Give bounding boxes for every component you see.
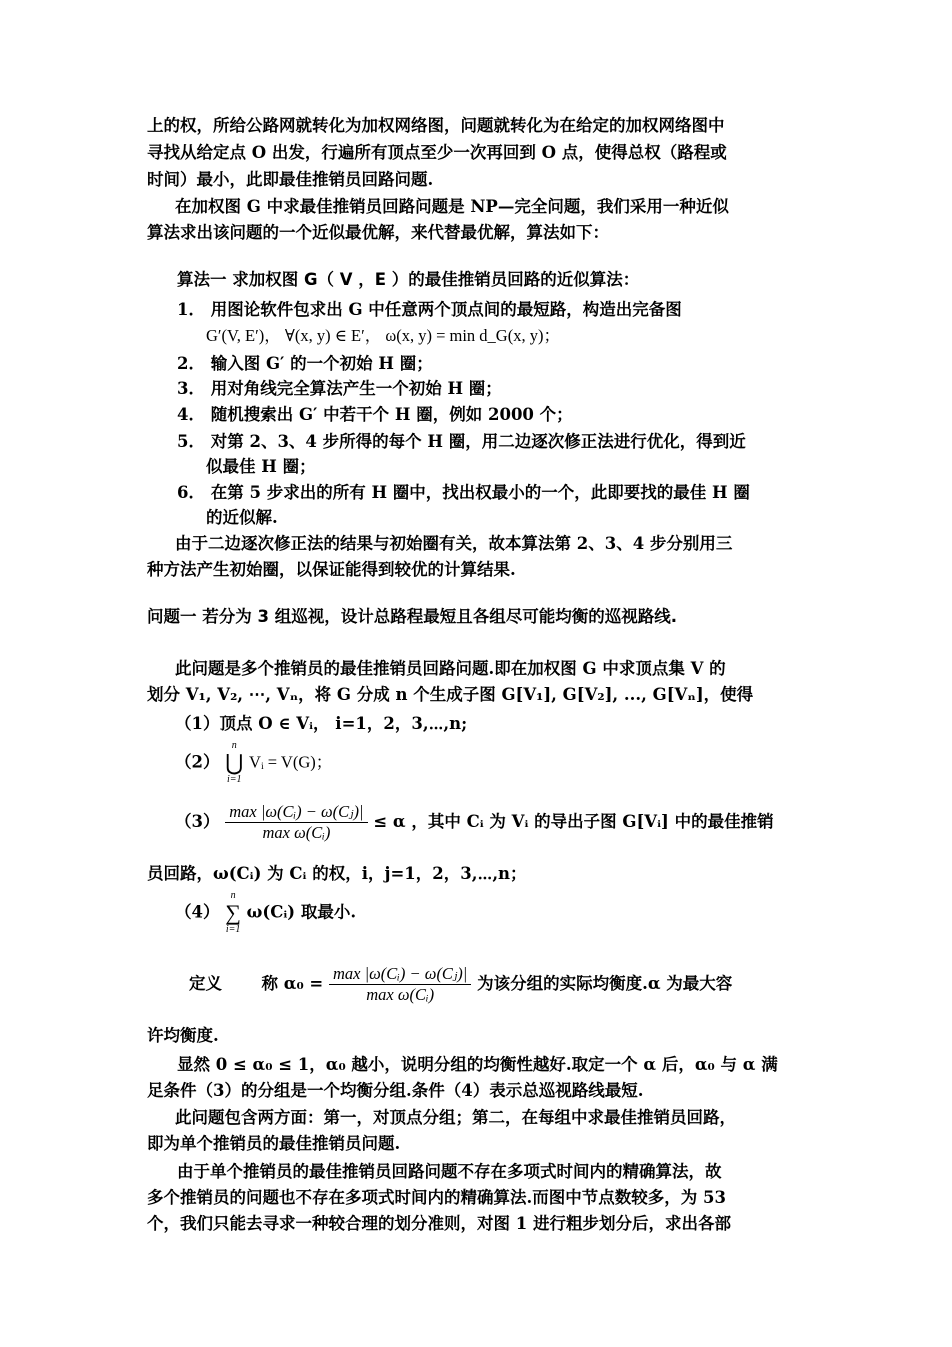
paragraph-line: 即为单个推销员的最佳推销员问题. — [147, 1134, 401, 1153]
paragraph-line: 员回路，ω(Cᵢ) 为 Cᵢ 的权，i，j=1，2，3,⋯,n； — [147, 864, 527, 883]
condition-expression: ω(Cᵢ) 取最小. — [246, 902, 357, 922]
union-operator — [225, 740, 243, 786]
condition-label: （4） — [175, 902, 220, 922]
definition-fraction — [329, 964, 471, 1005]
lower-limit: i=1 — [225, 924, 241, 935]
paragraph-line: 由于单个推销员的最佳推销员回路问题不存在多项式时间内的精确算法，故 — [177, 1162, 722, 1181]
paragraph-line: 显然 0 ≤ α₀ ≤ 1，α₀ 越小，说明分组的均衡性越好.取定一个 α 后，α₀ 与 α 满 — [177, 1055, 778, 1074]
union-symbol: ⋃ — [225, 750, 244, 775]
paragraph-line: 算法求出该问题的一个近似最优解，来代替最优解，算法如下： — [147, 223, 609, 242]
problem-title: 问题一 若分为 3 组巡视，设计总路程最短且各组尽可能均衡的巡视路线. — [147, 607, 677, 626]
algorithm-title: 算法一 求加权图 G（ V ，E ）的最佳推销员回路的近似算法： — [177, 270, 640, 289]
paragraph-line: 多个推销员的问题也不存在多项式时间内的精确算法.而图中节点数较多，为 53 — [147, 1188, 726, 1207]
paragraph-line: 种方法产生初始圈，以保证能得到较优的计算结果. — [147, 560, 516, 579]
paragraph-line: 上的权，所给公路网就转化为加权网络图，问题就转化为在给定的加权网络图中 — [147, 116, 725, 135]
condition-4 — [175, 890, 356, 936]
balance-fraction — [225, 802, 367, 843]
algorithm-step-1-formula: G′(V, E′)， ∀(x, y) ∈ E′， ω(x, y) = min d_G(x, y)； — [206, 326, 560, 345]
paragraph-line: 划分 V₁, V₂, ⋯, Vₙ，将 G 分成 n 个生成子图 G[V₁], G[V₂], ..., G[Vₙ]，使得 — [147, 685, 754, 704]
paragraph-line: 个，我们只能去寻求一种较合理的划分准则，对图 1 进行粗步划分后，求出各部 — [147, 1214, 731, 1233]
definition-line — [189, 956, 732, 1012]
algorithm-step-2: 2． 输入图 G′ 的一个初始 H 圈； — [177, 354, 433, 373]
algorithm-step-4: 4． 随机搜索出 G′ 中若干个 H 圈，例如 2000 个； — [177, 405, 573, 424]
condition-text: ≤ α ，其中 Cᵢ 为 Vᵢ 的导出子图 G[Vᵢ] 中的最佳推销 — [373, 812, 774, 831]
sum-symbol: ∑ — [225, 900, 241, 925]
fraction-numerator: max |ω(Cᵢ) − ω(Cⱼ)| — [225, 802, 367, 823]
upper-limit: n — [230, 890, 236, 901]
paragraph-line: 足条件（3）的分组是一个均衡分组.条件（4）表示总巡视路线最短. — [147, 1081, 644, 1100]
paragraph-line: 此问题包含两方面：第一，对顶点分组；第二，在每组中求最佳推销员回路， — [175, 1108, 736, 1127]
algorithm-step-1: 1． 用图论软件包求出 G 中任意两个顶点间的最短路，构造出完备图 — [177, 300, 682, 319]
condition-1: （1）顶点 O ∈ Vᵢ， i=1，2，3,⋯,n; — [175, 714, 468, 733]
algorithm-step-5-cont: 似最佳 H 圈； — [206, 457, 316, 476]
algorithm-step-6-cont: 的近似解. — [206, 508, 278, 527]
condition-3 — [175, 796, 774, 848]
upper-limit: n — [231, 740, 237, 751]
algorithm-step-5: 5． 对第 2、3、4 步所得的每个 H 圈，用二边逐次修正法进行优化，得到近 — [177, 432, 746, 451]
condition-2 — [175, 740, 332, 786]
definition-text: 为该分组的实际均衡度.α 为最大容 — [477, 974, 733, 993]
paragraph-line: 此问题是多个推销员的最佳推销员回路问题.即在加权图 G 中求顶点集 V 的 — [175, 659, 726, 678]
algorithm-step-3: 3． 用对角线完全算法产生一个初始 H 圈； — [177, 379, 502, 398]
lower-limit: i=1 — [226, 774, 242, 785]
paragraph-line: 在加权图 G 中求最佳推销员回路问题是 NP—完全问题，我们采用一种近似 — [175, 197, 729, 216]
paragraph-line: 寻找从给定点 O 出发，行遍所有顶点至少一次再回到 O 点，使得总权（路程或 — [147, 143, 727, 162]
condition-expression: Vᵢ = V(G)； — [249, 752, 333, 772]
definition-text: 称 α₀ = — [261, 974, 324, 993]
fraction-numerator: max |ω(Cᵢ) − ω(Cⱼ)| — [329, 964, 471, 985]
algorithm-step-6: 6． 在第 5 步求出的所有 H 圈中，找出权最小的一个，此即要找的最佳 H 圈 — [177, 483, 750, 502]
paragraph-line: 时间）最小，此即最佳推销员回路问题. — [147, 170, 434, 189]
sum-operator — [225, 890, 241, 936]
fraction-denominator: max ω(Cᵢ) — [366, 985, 435, 1004]
fraction-denominator: max ω(Cᵢ) — [262, 823, 331, 842]
condition-label: （3） — [175, 812, 220, 831]
condition-label: （2） — [175, 752, 220, 772]
definition-label: 定义 — [189, 974, 222, 993]
paragraph-line: 由于二边逐次修正法的结果与初始圈有关，故本算法第 2、3、4 步分别用三 — [175, 534, 733, 553]
paragraph-line: 许均衡度. — [147, 1026, 219, 1045]
